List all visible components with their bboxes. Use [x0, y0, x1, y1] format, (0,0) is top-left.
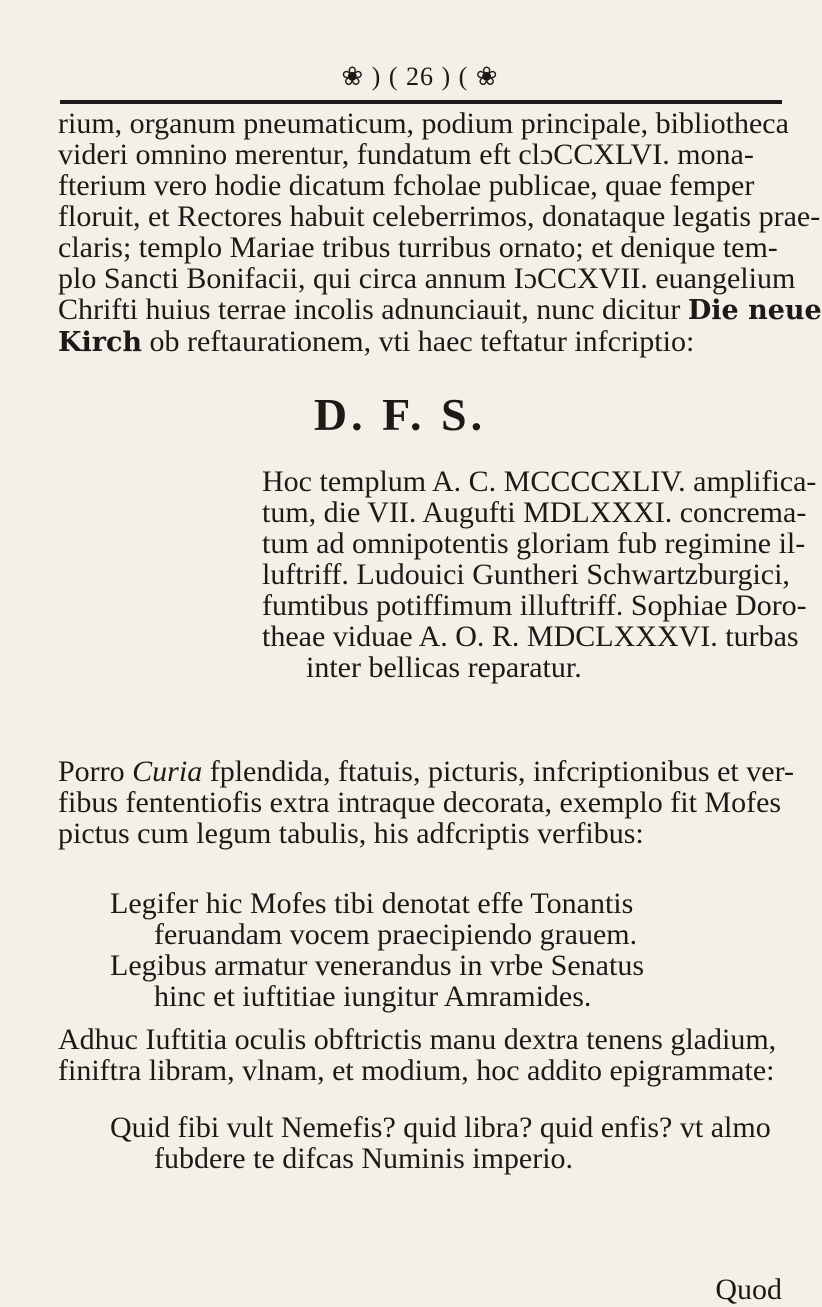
inscription-line: luftriff. Ludouici Guntheri Schwartzburgici, [262, 558, 790, 591]
verse-line: Quid fibi vult Nemefis? quid libra? quid enfis? vt almo [110, 1111, 771, 1144]
text-line: rium, organum pneumaticum, podium principale, bibliotheca [58, 107, 789, 140]
blackletter-words: Die neue [687, 295, 822, 326]
dedication-heading: D. F. S. [313, 389, 487, 440]
inscription-line: tum, die VII. Augufti MDLXXXI. concrema- [262, 496, 807, 529]
verse-line: hinc et iuftitiae iungitur Amramides. [154, 980, 592, 1013]
text-line [58, 293, 822, 326]
italic-word: Curia [132, 755, 203, 788]
text-segment: Porro [58, 755, 125, 788]
verse-block-2 [110, 1112, 771, 1174]
verse-line: Legifer hic Mofes tibi denotat effe Tonantis [110, 887, 634, 920]
text-segment: Chrifti huius terrae incolis adnunciauit, nunc dicitur [58, 293, 681, 326]
inscription-line: tum ad omnipotentis gloriam fub regimine il- [262, 527, 806, 560]
verse-block-1 [110, 888, 644, 1012]
inscription-line: fumtibus potiffimum illuftriff. Sophiae Doro- [262, 589, 807, 622]
text-line [58, 326, 786, 358]
text-segment: fplendida, ftatuis, picturis, infcriptionibus et ver- [202, 755, 794, 788]
catchword: Quod [715, 1273, 782, 1306]
blackletter-word: Kirch [58, 327, 143, 358]
inscription-line: inter bellicas reparatur. [306, 651, 582, 684]
inscription-line: theae viduae A. O. R. MDCLXXXVI. turbas [262, 620, 799, 653]
text-line: finiftra libram, vlnam, et modium, hoc addito epigrammate: [58, 1054, 775, 1087]
text-line: plo Sancti Bonifacii, qui circa annum IɔCCXVII. euangelium [58, 262, 796, 295]
text-line: fterium vero hodie dicatum fcholae publicae, quae femper [58, 169, 755, 202]
text-line: pictus cum legum tabulis, his adfcriptis verfibus: [58, 817, 644, 850]
text-line: videri omnino merentur, fundatum eft clɔCCXLVI. mona- [58, 138, 754, 171]
header-rule [60, 100, 782, 104]
text-line: Adhuc Iuftitia oculis obftrictis manu dextra tenens gladium, [58, 1023, 777, 1056]
running-head: ❀ ) ( 26 ) ( ❀ [341, 62, 499, 91]
text-line [58, 755, 794, 788]
text-line: claris; templo Mariae tribus turribus ornato; et denique tem- [58, 231, 778, 264]
text-segment: ob reftaurationem, vti haec teftatur infcriptio: [142, 325, 695, 358]
verse-line: fubdere te difcas Numinis imperio. [154, 1142, 574, 1175]
paragraph-2 [58, 755, 794, 850]
text-line: floruit, et Rectores habuit celeberrimos, donataque legatis prae- [58, 200, 821, 233]
paragraph-1 [58, 107, 822, 358]
text-line: fibus fententiofis extra intraque decorata, exemplo fit Mofes [58, 786, 782, 819]
inscription-block [262, 465, 817, 684]
verse-line: Legibus armatur venerandus in vrbe Senatus [110, 949, 645, 982]
paragraph-3 [58, 1024, 786, 1086]
verse-line: feruandam vocem praecipiendo grauem. [154, 918, 638, 951]
inscription-line: Hoc templum A. C. MCCCCXLIV. amplifica- [262, 465, 817, 498]
